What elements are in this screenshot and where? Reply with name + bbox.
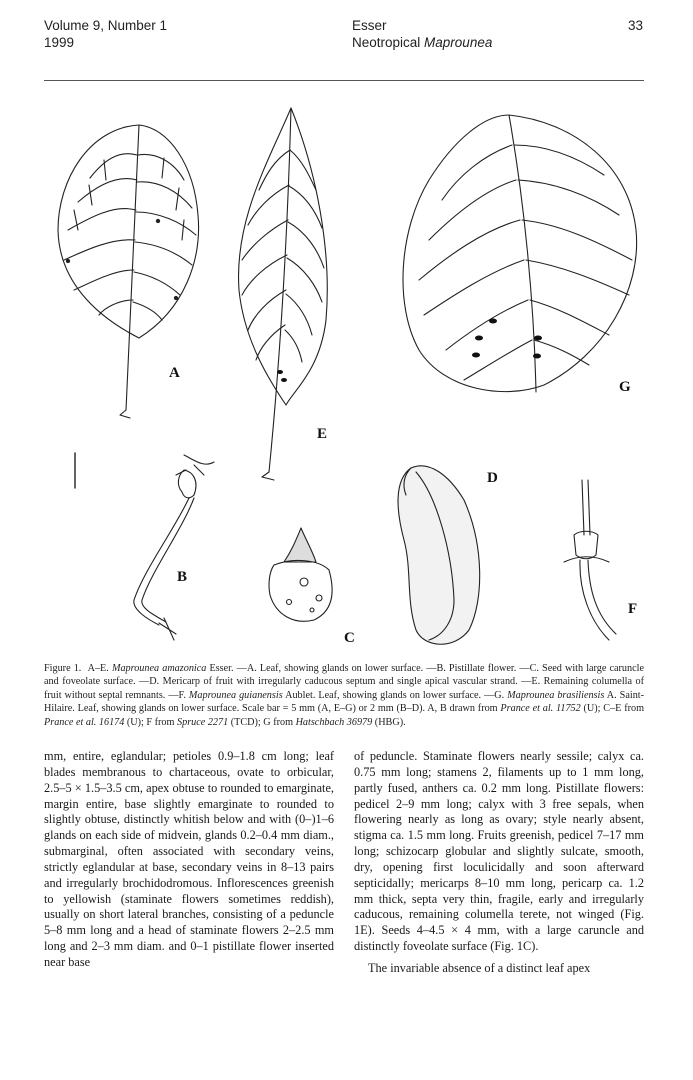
leaf-f-drawing	[239, 108, 328, 480]
header-rule	[44, 80, 644, 81]
mericarp-d-drawing	[398, 466, 480, 644]
running-title-genus: Maprounea	[424, 35, 493, 50]
panel-label-d: D	[487, 470, 498, 486]
flower-b-drawing	[134, 455, 214, 640]
body-paragraph: mm, entire, eglandular; petioles 0.9–1.8 cm long; leaf blades membranous to chartaceous, ovate to orbicular, 2.5–5 × 1.5–3.5 cm, apex obtuse to rounded to emarginate, margin entire, base slightly emarginate to rounded to slightly obtuse, distinctly whitish below and with (0–)1–6 glands on each side of midvein, glands 0.2–0.4 mm diam., submarginal, often associated with secondary veins, strictly eglandular at base, secondary veins in 8–13 pairs and irregularly brochidodromous. Inflorescences greenish to yellowish (staminate flowers sometimes reddish), usually on short lateral branches, consisting of a peduncle 5–8 mm long and a head of staminate flowers 2–2.5 mm long and 2–3 mm diam. and 0–1 pistillate flower inserted near base	[44, 749, 334, 969]
author-name: Esser	[352, 18, 387, 33]
panel-label-c: C	[344, 630, 355, 646]
body-column-left	[44, 749, 334, 971]
page-number: 33	[627, 18, 643, 33]
body-column-right	[354, 749, 644, 977]
figure-caption: Figure 1. A–E. Maprounea amazonica Esser. —A. Leaf, showing glands on lower surface. —B. Pistillate flower. —C. Seed with large caruncle and foveolate surface. —D. Mericarp of fruit with irregularly caducous septum and single apical vascular strand. —E. Remaining columella of fruit without septal remnants. —F. Maprounea guianensis Aublet. Leaf, showing glands on lower surface. —G. Maprounea brasiliensis A. Saint-Hilaire. Leaf, showing glands on lower surface. Scale bar = 5 mm (A, E–G) or 2 mm (B–D). A, B drawn from Prance et al. 11752 (U); C–E from Prance et al. 16174 (U); F from Spruce 2271 (TCD); G from Hatschbach 36979 (HBG).	[44, 663, 645, 728]
running-header-right	[628, 17, 643, 34]
journal-year: 1999	[44, 35, 75, 50]
figure-plate	[44, 100, 654, 655]
journal-volume: Volume 9, Number 1	[44, 18, 168, 33]
body-paragraph: of peduncle. Staminate flowers nearly sessile; calyx ca. 0.75 mm long; stamens 2, filaments up to 1 mm long, partly fused, anthers ca. 0.2 mm long. Pistillate flowers: pedicel 2–9 mm long; calyx with 3 free sepals, when flowering nearly as long as ovary; style nearly absent, stigma ca. 1.5 mm long. Fruits greenish, pedicel 7–17 mm long; schizocarp globular and slightly sulcate, smooth, dry, opening first loculicidally and soon afterward septicidally; mericarps 8–10 mm long, pericarp ca. 1.2 mm thick, septa very thin, fragile, early and irregularly caducous, remaining columella terete, not winged (Fig. 1E). Seeds 4–4.5 × 4 mm, with a large caruncle and distinctly foveolate surface (Fig. 1C).	[354, 749, 644, 954]
running-header-center	[352, 17, 492, 51]
seed-c-drawing	[269, 528, 332, 621]
panel-label-b: B	[177, 569, 188, 585]
panel-label-a: A	[169, 365, 180, 381]
columella-e-drawing	[564, 480, 616, 640]
panel-label-f: E	[317, 426, 328, 442]
running-header-left	[44, 17, 167, 51]
running-title: Neotropical Maprounea	[352, 35, 493, 50]
leaf-g-drawing	[403, 115, 637, 392]
panel-label-g: G	[619, 379, 631, 395]
panel-label-e: F	[628, 601, 638, 617]
body-paragraph: The invariable absence of a distinct leaf apex	[368, 960, 591, 975]
